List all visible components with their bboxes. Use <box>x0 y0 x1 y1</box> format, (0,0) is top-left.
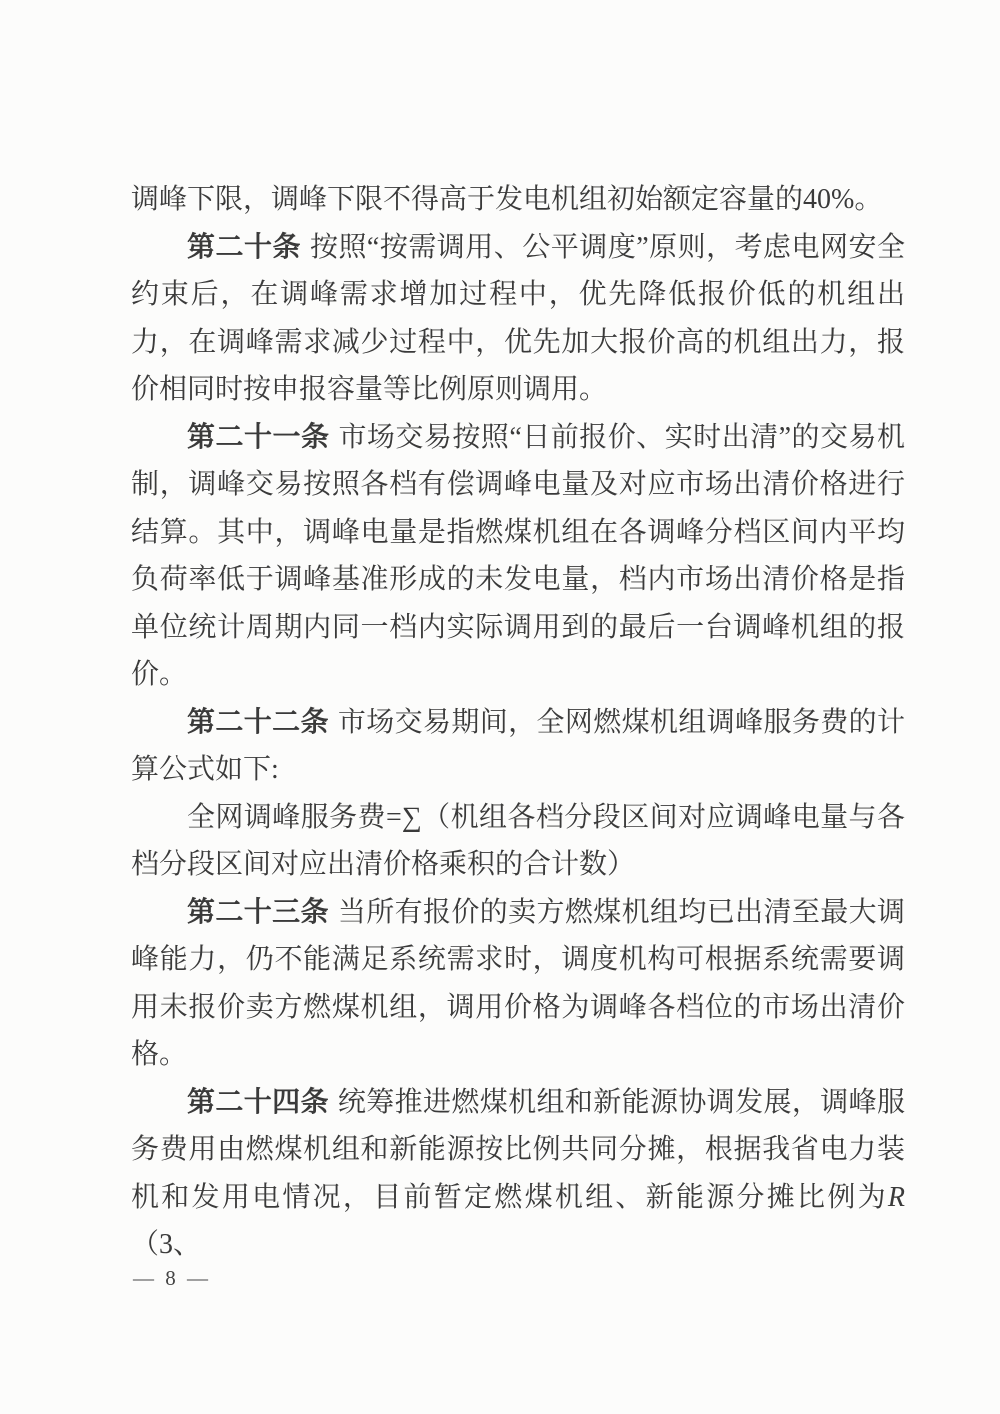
formula-text: 全网调峰服务费=∑（机组各档分段区间对应调峰电量与各档分段区间对应出清价格乘积的合计数） <box>131 801 905 880</box>
paragraph-tail: （3、 <box>131 1229 202 1260</box>
paragraph-article-20 <box>131 224 905 414</box>
article-number: 第二十一条 <box>187 421 330 453</box>
paragraph-text: 调峰下限，调峰下限不得高于发电机组初始额定容量的40%。 <box>131 184 883 215</box>
paragraph-text: 市场交易期间，全网燃煤机组调峰服务费的计算公式如下: <box>131 706 905 785</box>
article-number: 第二十三条 <box>187 896 329 928</box>
page-number: — 8 — <box>133 1266 211 1290</box>
document-body <box>131 176 905 1269</box>
ratio-variable: R <box>887 1181 905 1213</box>
paragraph-article-21 <box>131 414 905 699</box>
paragraph-article-24 <box>131 1079 905 1269</box>
paragraph-text: 统筹推进燃煤机组和新能源协调发展，调峰服务费用由燃煤机组和新能源按比例共同分摊，根据我省电力装机和发用电情况，目前暂定燃煤机组、新能源分摊比例为 <box>131 1086 905 1213</box>
paragraph-formula <box>131 794 905 889</box>
article-number: 第二十二条 <box>187 706 329 738</box>
paragraph-article-22 <box>131 699 905 794</box>
article-number: 第二十条 <box>187 231 301 263</box>
paragraph-text: 按照“按需调用、公平调度”原则，考虑电网安全约束后，在调峰需求增加过程中，优先降低报价低的机组出力，在调峰需求减少过程中，优先加大报价高的机组出力，报价相同时按申报容量等比例原则调用。 <box>131 231 905 405</box>
paragraph-text: 当所有报价的卖方燃煤机组均已出清至最大调峰能力，仍不能满足系统需求时，调度机构可根据系统需要调用未报价卖方燃煤机组，调用价格为调峰各档位的市场出清价格。 <box>131 896 905 1070</box>
paragraph-text: 市场交易按照“日前报价、实时出清”的交易机制，调峰交易按照各档有偿调峰电量及对应市场出清价格进行结算。其中，调峰电量是指燃煤机组在各调峰分档区间内平均负荷率低于调峰基准形成的未发电量，档内市场出清价格是指单位统计周期内同一档内实际调用到的最后一台调峰机组的报价。 <box>131 421 905 690</box>
paragraph-article-23 <box>131 889 905 1079</box>
article-number: 第二十四条 <box>187 1086 329 1118</box>
paragraph-continuation <box>131 176 905 224</box>
